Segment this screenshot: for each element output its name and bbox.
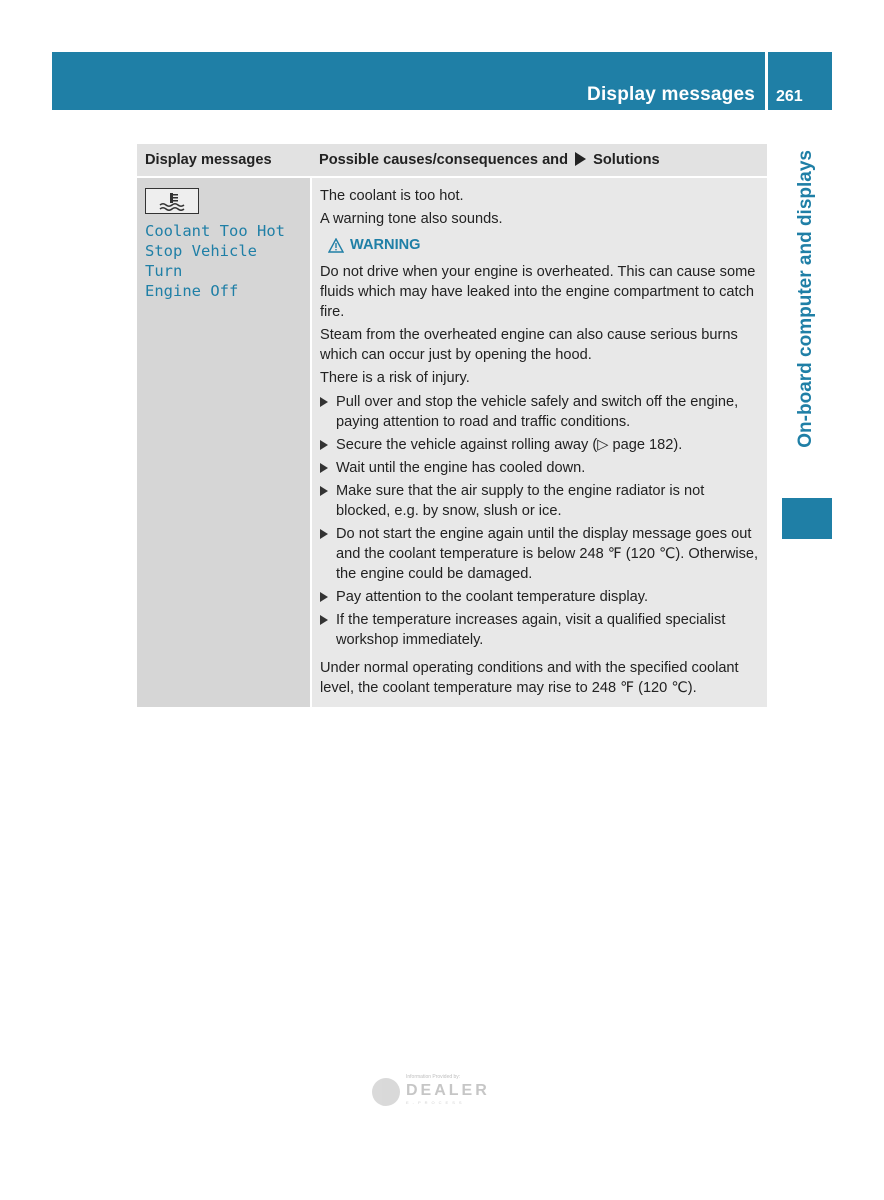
watermark-sub-text: E-PROCESS — [406, 1100, 466, 1105]
page-title: Display messages — [587, 84, 755, 105]
section-label: On-board computer and displays — [795, 150, 816, 448]
warning-text-2: Steam from the overheated engine can also cause serious burns which can occur just by opening the hood. — [320, 327, 738, 363]
display-message-cell — [137, 177, 311, 707]
step-arrow-icon — [320, 529, 328, 539]
col-causes-header-suffix: Solutions — [593, 152, 660, 168]
list-item: Secure the vehicle against rolling away (▷ page 182). — [320, 435, 759, 455]
coolant-temperature-icon — [145, 188, 199, 214]
page-number: 261 — [776, 88, 803, 105]
intro-text-1: The coolant is too hot. — [320, 188, 464, 204]
warning-text-3: There is a risk of injury. — [320, 370, 470, 386]
solution-steps-list — [320, 392, 759, 650]
display-messages-table — [137, 144, 767, 707]
warning-triangle-icon — [328, 238, 344, 253]
col-causes-header-prefix: Possible causes/consequences and — [319, 152, 569, 168]
page-number-box — [768, 52, 832, 110]
section-side-tab — [782, 150, 832, 490]
list-item: Pay attention to the coolant temperature display. — [320, 587, 759, 607]
display-message-text: Coolant Too Hot Stop Vehicle Turn Engine Off — [145, 222, 285, 300]
step-arrow-icon — [320, 440, 328, 450]
list-item: Pull over and stop the vehicle safely and switch off the engine, paying attention to road and traffic conditions. — [320, 392, 759, 432]
col-display-messages-header: Display messages — [137, 144, 311, 177]
watermark-big-text: DEALER — [406, 1082, 490, 1099]
section-marker-block — [782, 498, 832, 539]
dealer-watermark — [372, 1072, 507, 1112]
table-header-row — [137, 144, 767, 177]
warning-heading — [328, 235, 759, 255]
list-item: Do not start the engine again until the display message goes out and the coolant temperature is below 248 ℉ (120 ℃). Otherwise, the engine could be damaged. — [320, 524, 759, 584]
col-causes-header — [311, 144, 767, 177]
step-arrow-icon — [320, 615, 328, 625]
dealer-logo-icon — [372, 1078, 400, 1106]
step-arrow-icon — [320, 486, 328, 496]
watermark-small-text: Information Provided by: — [406, 1074, 461, 1080]
header-bar — [52, 52, 765, 110]
step-arrow-icon — [320, 397, 328, 407]
list-item: If the temperature increases again, visit a qualified specialist workshop immediately. — [320, 610, 759, 650]
warning-text-1: Do not drive when your engine is overheated. This can cause some fluids which may have leaked into the engine compartment to catch fire. — [320, 264, 756, 320]
intro-text-2: A warning tone also sounds. — [320, 211, 503, 227]
list-item: Make sure that the air supply to the engine radiator is not blocked, e.g. by snow, slush or ice. — [320, 481, 759, 521]
solution-arrow-icon — [575, 152, 586, 166]
operating-note: Under normal operating conditions and with the specified coolant level, the coolant temperature may rise to 248 ℉ (120 ℃). — [320, 660, 739, 696]
warning-label: WARNING — [350, 237, 421, 253]
table-row — [137, 177, 767, 707]
causes-cell — [311, 177, 767, 707]
step-arrow-icon — [320, 463, 328, 473]
list-item: Wait until the engine has cooled down. — [320, 458, 759, 478]
step-arrow-icon — [320, 592, 328, 602]
